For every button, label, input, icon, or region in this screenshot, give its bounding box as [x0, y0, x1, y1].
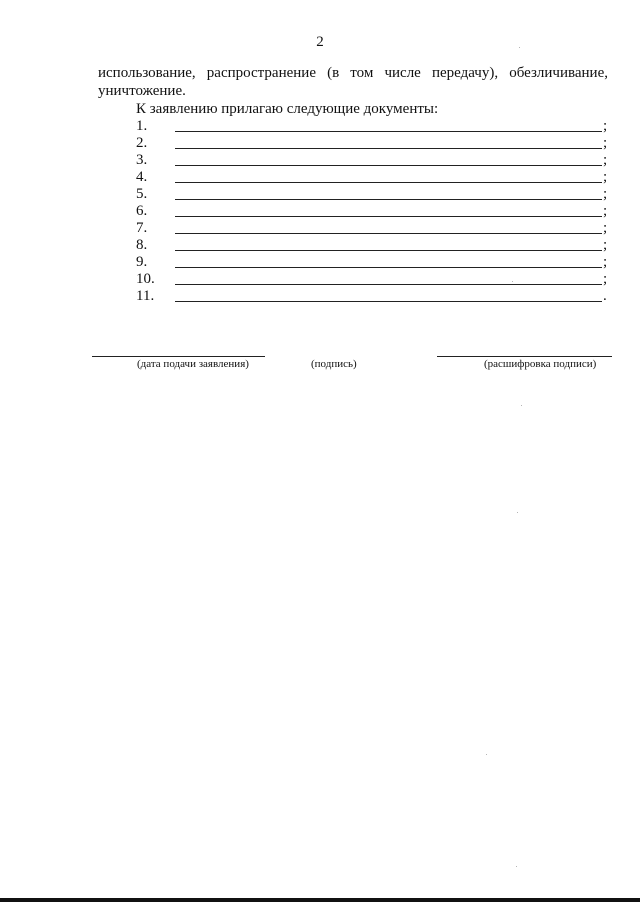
document-row-punctuation: ; — [603, 271, 608, 287]
document-row-punctuation: ; — [603, 203, 608, 219]
scan-speck — [516, 866, 517, 867]
document-row — [0, 186, 640, 203]
attachments-intro: К заявлению прилагаю следующие документы: — [136, 101, 439, 117]
document-blank-line[interactable] — [175, 301, 602, 302]
date-signature-line[interactable] — [92, 356, 265, 357]
document-blank-line[interactable] — [175, 165, 602, 166]
document-row-punctuation: ; — [603, 152, 608, 168]
document-number: 11. — [136, 288, 155, 304]
document-row-punctuation: ; — [603, 237, 608, 253]
document-row-punctuation: ; — [603, 118, 608, 134]
document-number: 5. — [136, 186, 148, 202]
scan-speck — [517, 512, 518, 513]
document-row-punctuation: ; — [603, 186, 608, 202]
document-blank-line[interactable] — [175, 182, 602, 183]
document-row-punctuation: . — [603, 288, 607, 304]
document-blank-line[interactable] — [175, 233, 602, 234]
document-row — [0, 152, 640, 169]
document-blank-line[interactable] — [175, 267, 602, 268]
document-row — [0, 118, 640, 135]
document-row — [0, 237, 640, 254]
document-number: 9. — [136, 254, 148, 270]
document-row-punctuation: ; — [603, 254, 608, 270]
document-row — [0, 271, 640, 288]
scan-speck — [512, 281, 513, 282]
document-blank-line[interactable] — [175, 216, 602, 217]
page-number: 2 — [316, 34, 324, 50]
document-blank-line[interactable] — [175, 250, 602, 251]
consent-paragraph-continuation: использование, распространение (в том числе передачу), обезличивание, уничтожение. — [98, 65, 608, 99]
document-number: 4. — [136, 169, 148, 185]
scan-speck — [519, 47, 520, 48]
document-number: 6. — [136, 203, 148, 219]
document-row — [0, 169, 640, 186]
document-blank-line[interactable] — [175, 199, 602, 200]
document-row — [0, 254, 640, 271]
name-decoding-signature-line[interactable] — [437, 356, 612, 357]
scan-speck — [521, 405, 522, 406]
document-number: 10. — [136, 271, 155, 287]
document-blank-line[interactable] — [175, 148, 602, 149]
document-number: 1. — [136, 118, 148, 134]
document-number: 7. — [136, 220, 148, 236]
attached-documents-list — [0, 118, 640, 305]
signature-caption: (подпись) — [311, 358, 357, 370]
scan-speck — [486, 754, 487, 755]
document-number: 2. — [136, 135, 148, 151]
document-blank-line[interactable] — [175, 131, 602, 132]
date-caption: (дата подачи заявления) — [137, 358, 249, 370]
document-row-punctuation: ; — [603, 135, 608, 151]
document-row-punctuation: ; — [603, 169, 608, 185]
document-number: 8. — [136, 237, 148, 253]
document-row-punctuation: ; — [603, 220, 608, 236]
document-row — [0, 288, 640, 305]
document-row — [0, 135, 640, 152]
scan-bottom-edge — [0, 898, 640, 902]
document-row — [0, 203, 640, 220]
document-number: 3. — [136, 152, 148, 168]
document-row — [0, 220, 640, 237]
document-blank-line[interactable] — [175, 284, 602, 285]
decoding-caption: (расшифровка подписи) — [484, 358, 597, 370]
